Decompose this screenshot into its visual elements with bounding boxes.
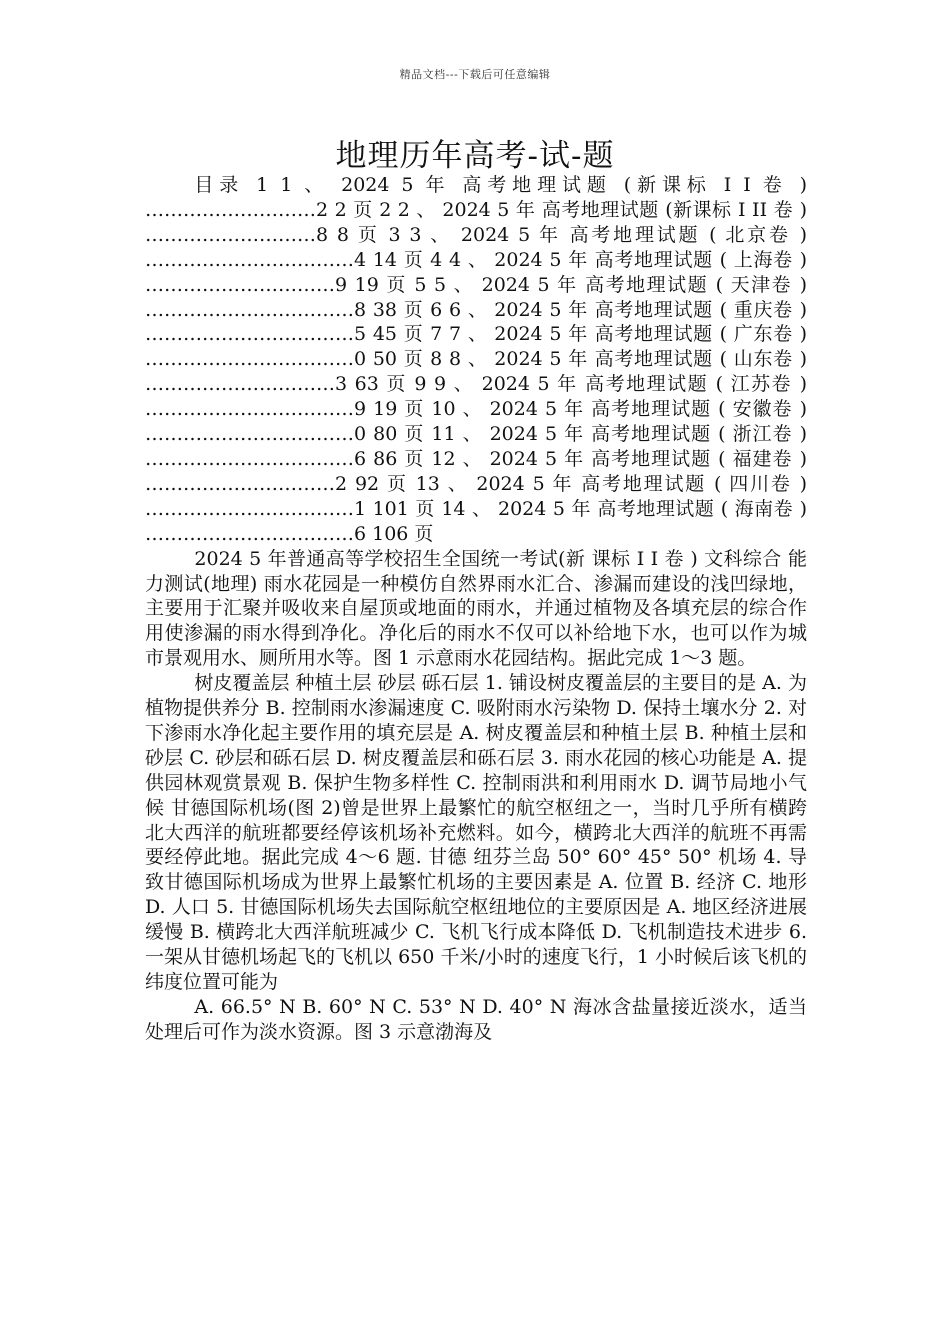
questions-paragraph: 树皮覆盖层 种植土层 砂层 砾石层 1. 铺设树皮覆盖层的主要目的是 A. 为植物提供养分 B. 控制雨水渗漏速度 C. 吸附雨水污染物 D. 保持土壤水分 2. 对下渗雨水净化起主要作用的填充层是 A. 树皮覆盖层和种植土层 B. 种植土层和砂层 C. 砂层和砾石层 D. 树皮覆盖层和砾石层 3. 雨水花园的核心功能是 A. 提供园林观赏景观 B. 保护生物多样性 C. 控制雨洪和利用雨水 D. 调节局地小气候 甘德国际机场(图 2)曾是世界上最繁忙的航空枢纽之一，当时几乎所有横跨北大西洋的航班都要经停该机场补充燃料。如今，横跨北大西洋的航班不再需要经停此地。据此完成 4～6 题. 甘德 纽芬兰岛 50° 60° 45° 50° 机场 4. 导致甘德国际机场成为世界上最繁忙机场的主要因素是 A. 位置 B. 经济 C. 地形 D. 人口 5. 甘德国际机场失去国际航空枢纽地位的主要原因是 A. 地区经济进展缓慢 B. 横跨北大西洋航班减少 C. 飞机飞行成本降低 D. 飞机制造技术进步 6. 一架从甘德机场起飞的飞机以 650 千米/小时的速度飞行，1 小时候后该飞机的纬度位置可能为	[145, 672, 807, 993]
answer-options-paragraph: A. 66.5° N B. 60° N C. 53° N D. 40° N 海冰含盐量接近淡水，适当处理后可作为淡水资源。图 3 示意渤海及	[145, 995, 807, 1043]
exam-intro-paragraph: 2024 5 年普通高等学校招生全国统一考试(新 课标 I I 卷 ) 文科综合 能力测试(地理) 雨水花园是一种模仿自然界雨水汇合、渗漏而建设的浅凹绿地，主要用于汇聚并吸收来自屋顶或地面的雨水，并通过植物及各填充层的综合作用使渗漏的雨水得到净化。净化后的雨水不仅可以补给地下水，也可以作为城市景观用水、厕所用水等。图 1 示意雨水花园结构。据此完成 1～3 题。	[145, 547, 807, 670]
table-of-contents-paragraph: 目录 1 1 、 2024 5 年 高考地理试题 (新课标 I I 卷 ) ………………………2 2 页 2 2 、 2024 5 年 高考地理试题 (新课标 I II 卷 ) ………………………8 8 页 3 3 、 2024 5 年 高考地理试题 ( 北京卷 ) ……………………………4 14 页 4 4 、 2024 5 年 高考地理试题 ( 上海卷 ) …………………………9 19 页 5 5 、 2024 5 年 高考地理试题 ( 天津卷 ) ……………………………8 38 页 6 6 、 2024 5 年 高考地理试题 ( 重庆卷 ) ……………………………5 45 页 7 7 、 2024 5 年 高考地理试题 ( 广东卷 ) ……………………………0 50 页 8 8 、 2024 5 年 高考地理试题 ( 山东卷 ) …………………………3 63 页 9 9 、 2024 5 年 高考地理试题 ( 江苏卷 ) ……………………………9 19 页 10 、 2024 5 年 高考地理试题 ( 安徽卷 ) ……………………………0 80 页 11 、 2024 5 年 高考地理试题 ( 浙江卷 ) ……………………………6 86 页 12 、 2024 5 年 高考地理试题 ( 福建卷 ) …………………………2 92 页 13 、 2024 5 年 高考地理试题 ( 四川卷 ) ……………………………1 101 页 14 、 2024 5 年 高考地理试题 ( 海南卷 ) ……………………………6 106 页	[145, 174, 807, 545]
page-title: 地理历年高考-试-题	[335, 138, 615, 174]
document-body	[145, 173, 807, 1045]
page-header-watermark: 精品文档---下载后可任意编辑	[399, 68, 551, 81]
